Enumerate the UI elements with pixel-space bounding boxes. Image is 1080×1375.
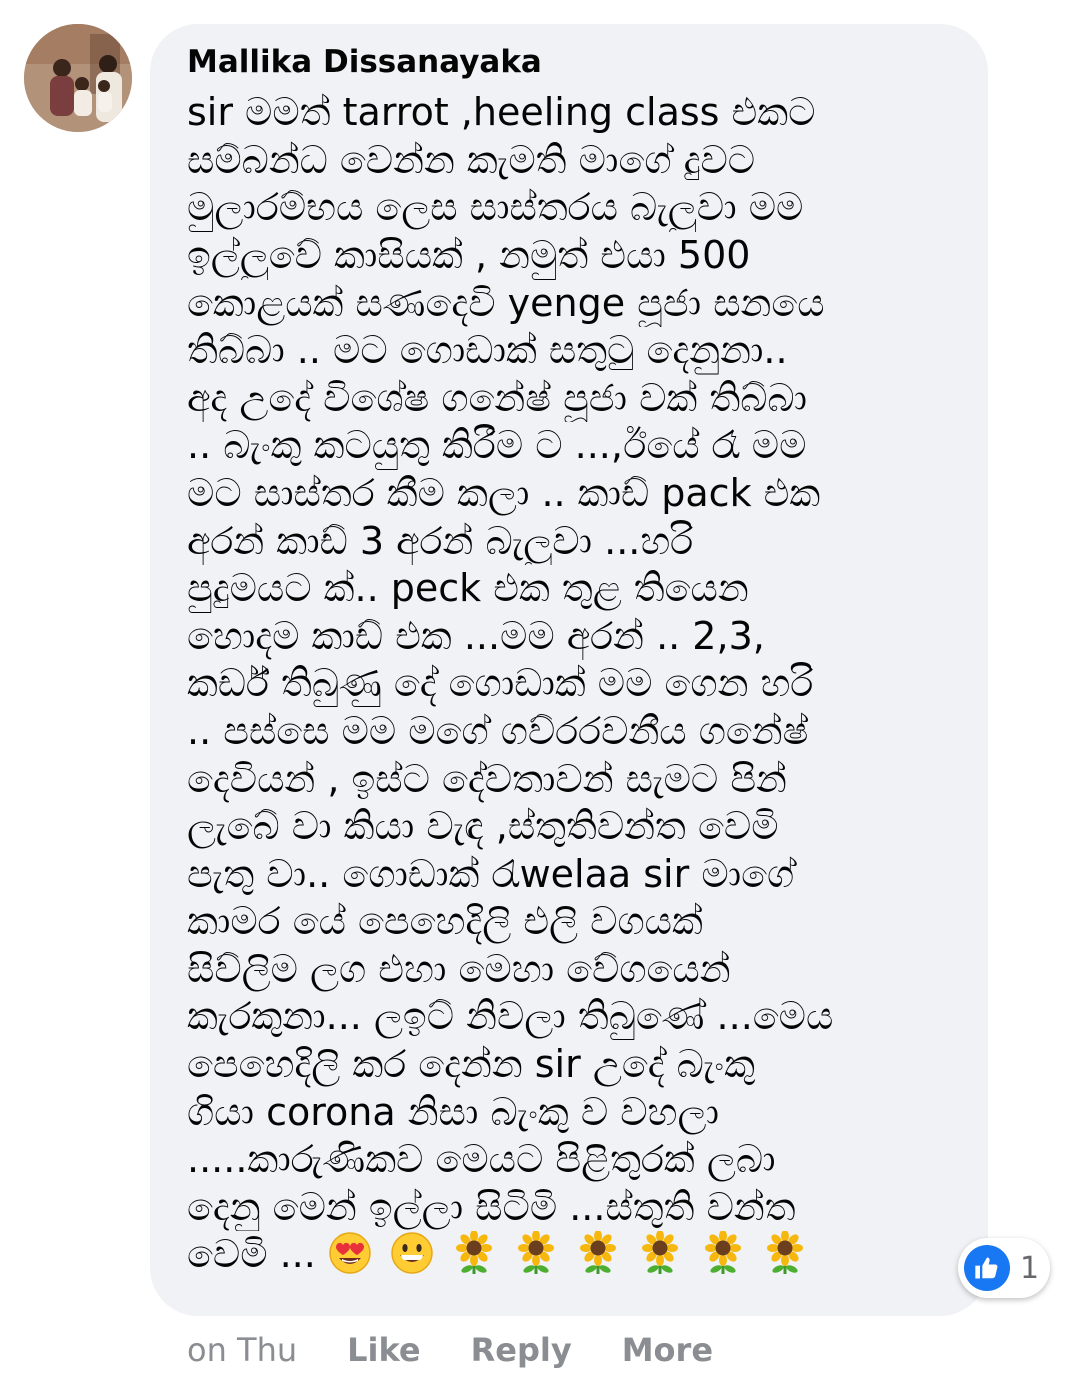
sunflower-emoji-icon: [763, 1231, 807, 1287]
sunflower-emoji-icon: [576, 1231, 620, 1287]
avatar-photo: [24, 24, 132, 132]
more-button[interactable]: More: [621, 1331, 714, 1369]
comment-line: කර්ඩ් තිබුණු දේ ගොඩාක් මම ගෙන හරි: [187, 661, 814, 706]
comment-actions: [187, 1325, 763, 1375]
like-button[interactable]: Like: [347, 1331, 421, 1369]
comment-line: තිබ්බා .. මට ගොඩාක් සතුටු දෙනුනා..: [187, 328, 788, 373]
sunflower-emoji-icon: [514, 1231, 558, 1287]
sunflower-emoji-icon: [701, 1231, 745, 1287]
sunflower-emoji-icon: [638, 1231, 682, 1287]
comment-last-line: [187, 1231, 964, 1287]
comment-line: කැරකුනා... ලඉට් නිවලා තිබුණේ ...මෙය: [187, 994, 834, 1039]
comment-line: හොදම කාඩ් එක ...මම අරන් .. 2,3,: [187, 613, 765, 658]
comment-line: .....කාරුණිකව මෙයට පිළිතුරක් ලබා: [187, 1137, 776, 1182]
comment-author[interactable]: Mallika Dissanayaka: [187, 44, 542, 80]
comment-bubble: [150, 24, 988, 1316]
emoji-row: [316, 1232, 813, 1276]
comment-line: කොළයක් සණදෙවි yenge පූජා සනයෙ: [187, 280, 825, 325]
comment-line: සිව්ලිම ලග එහා මෙහා වේගයෙන්: [187, 946, 731, 991]
comment-line-text: වෙමි ...: [187, 1232, 316, 1277]
comment-line: පෙහෙදිලි කර දෙන්න sir උදේ බැංකු: [187, 1042, 755, 1087]
comment-line: දෙවියන් , ඉස්ට දේවතාවන් සැමට පින්: [187, 756, 787, 801]
comment-line: මට සාස්තර කීම කලා .. කාඩ් pack එක: [187, 470, 821, 515]
comment-line: සම්බන්ධ වෙන්න කැමති මාගේ දුවට: [187, 137, 756, 182]
reply-button[interactable]: Reply: [470, 1331, 572, 1369]
grinning-emoji-icon: [390, 1231, 434, 1287]
sunflower-emoji-icon: [452, 1231, 496, 1287]
comment-line: කාමර යේ පෙහෙදිලි එලි වගයක්: [187, 899, 703, 944]
comment-line: ගියා corona නිසා බැංකු ව වහලා: [187, 1089, 719, 1134]
comment-line: පුදුමයට ක්.. peck එක තුළ තියෙන: [187, 566, 749, 611]
comment-line: පැතු වා.. ගොඩාක් රැwelaa sir මාගේ: [187, 851, 795, 896]
comment-text: [187, 89, 964, 1287]
avatar[interactable]: [24, 24, 132, 132]
comment-timestamp[interactable]: on Thu: [187, 1331, 298, 1369]
comment-line: අරන් කාඩ් 3 අරන් බැලුවා ...හරි: [187, 518, 694, 563]
reaction-count: 1: [1020, 1250, 1040, 1286]
comment-line: ලැබේ වා කියා වැඳ ,ස්තුතිවන්ත වෙමි: [187, 804, 779, 849]
reaction-summary[interactable]: [958, 1238, 1050, 1298]
comment-line: අද උදේ විශේෂ ගනේෂ් පූජා වක් තිබ්බා: [187, 375, 808, 420]
comment-line: දෙනු මෙන් ඉල්ලා සිටිමි ...ස්තුති වන්ත: [187, 1184, 796, 1229]
comment-line: ඉල්ලුවේ කාසියක් , නමුත් එයා 500: [187, 232, 751, 277]
comment-line: .. බැංකු කටයුතු කිරීම ට ...,ඊයේ රෑ මම: [187, 423, 807, 468]
comment-line: .. පස්සෙ මම මගේ ගව්රරවනීය ගනේෂ්: [187, 708, 809, 753]
heart-eyes-emoji-icon: [328, 1231, 372, 1287]
comment-line: sir මමත් tarrot ,heeling class එකට: [187, 90, 816, 135]
comment-line: මුලාරම්භය ලෙස සාස්තරය බැලුවා මම: [187, 185, 804, 230]
like-reaction-icon: [964, 1245, 1010, 1291]
